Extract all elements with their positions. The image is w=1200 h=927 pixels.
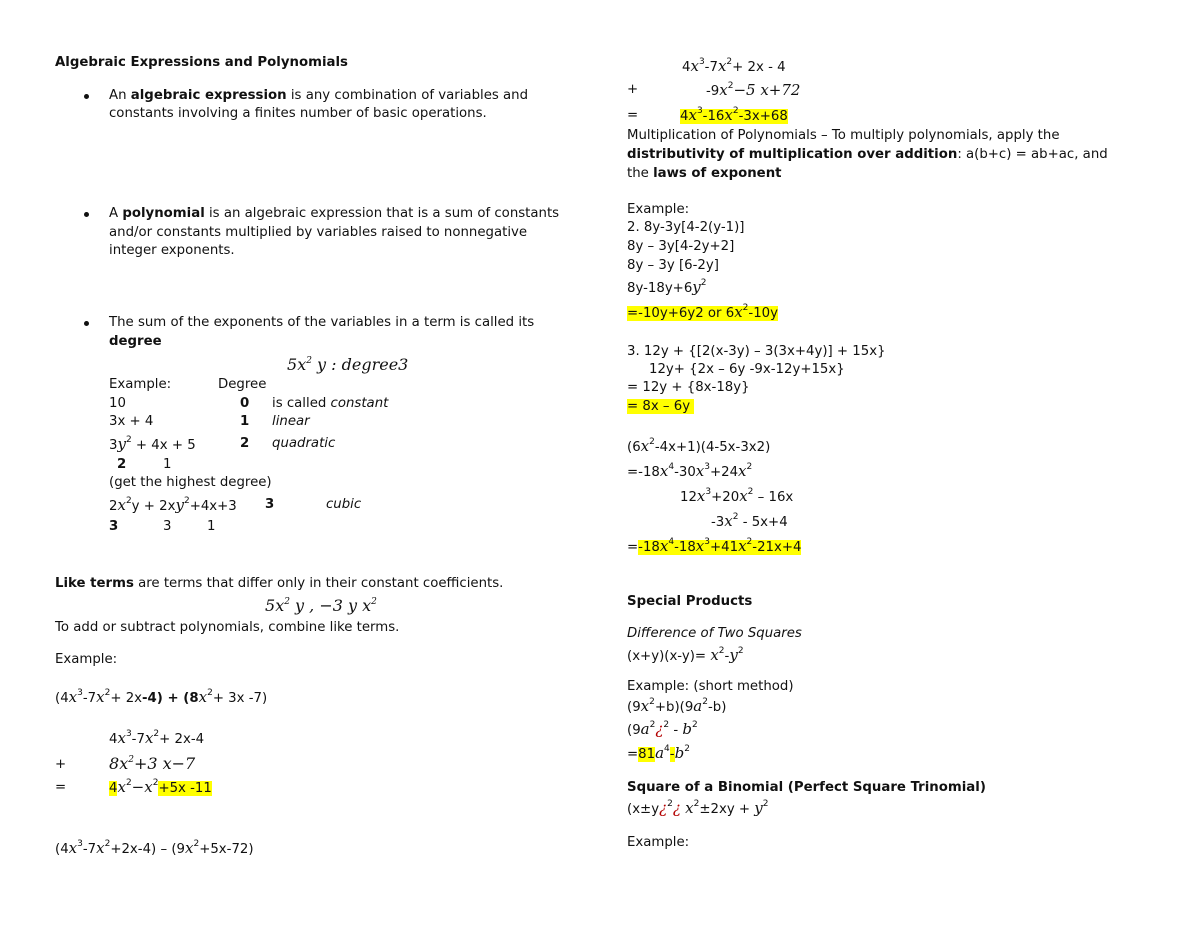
bullet-icon [84, 212, 89, 217]
example-step: 8y – 3y[4-2y+2] [627, 239, 735, 254]
special-products-heading: Special Products [627, 594, 753, 609]
row-expr: 10 [109, 396, 126, 411]
short-method-step: $(9x^2+b)(9a^2-b)$ [627, 697, 727, 715]
sub-degree: 3 [163, 519, 172, 534]
degree-column-header: Degree [218, 377, 267, 392]
sub-degree: 2 [117, 457, 127, 472]
example-step: 3. 12y + {[2(x-3y) – 3(3x+4y)] + 15x} [627, 344, 886, 359]
row-note: quadratic [272, 436, 336, 451]
example-label: Example: [109, 377, 172, 392]
short-method-label: Example: (short method) [627, 679, 794, 694]
add-line-1: $4x^3-7x^2+ 2x-4$ [109, 729, 205, 747]
bullet-text: and/or constants multiplied by variables raised to nonnegative [109, 225, 528, 240]
sub-line-1: $4x^3-7x^2+ 2x - 4$ [682, 57, 786, 75]
cubic-expr: $2x^2y + 2xy^2+4x+3$ [109, 496, 237, 514]
page-title: Algebraic Expressions and Polynomials [55, 55, 348, 70]
bullet-icon [84, 321, 89, 326]
example-step: $8y-18y+6y^2$ [627, 278, 707, 296]
example-step: 8y – 3y [6-2y] [627, 258, 719, 273]
add-line-2: $8x^2+3$ x−7 [109, 754, 196, 773]
bullet-degree: The sum of the exponents of the variables in a term is called its [109, 315, 535, 330]
binomial-heading: Square of a Binomial (Perfect Square Trinomial) [627, 780, 986, 795]
short-method-answer: $=81a^4-b^2$ [627, 744, 690, 762]
add-subtract-note: To add or subtract polynomials, combine like terms. [55, 620, 400, 635]
sub-degree: 1 [207, 519, 216, 534]
short-method-step: ($9a^2¿^2 - b^2$ [627, 720, 698, 738]
sub-line-2: $-9x^2-5$ x+72 [706, 81, 801, 99]
like-terms-formula: $5x^2$ y , −3 y $x^2$ [265, 596, 377, 615]
sub-degree: 1 [163, 457, 172, 472]
example-label: Example: [627, 835, 690, 850]
cubic-note: cubic [326, 497, 362, 512]
row-expr: $3y^2 + 4x + 5$ [109, 435, 196, 453]
example-step: = 12y + {8x-18y} [627, 380, 750, 395]
difference-of-squares-title: Difference of Two Squares [627, 626, 802, 641]
row-expr: 3x + 4 [109, 414, 154, 429]
equals-sign: = [627, 108, 639, 123]
product-step: $-3x^2 - 5x+4$ [711, 512, 788, 530]
example-label: Example: [627, 202, 690, 217]
degree-term: degree [109, 334, 162, 349]
bullet-text: integer exponents. [109, 243, 235, 258]
binomial-formula: (x±y¿$^2$¿ $x^2\pm 2xy + y^2$ [627, 799, 769, 817]
example-step: 12y+ {2x – 6y -9x-12y+15x} [649, 362, 845, 377]
subtract-problem: $(4x^3-7x^2+2x-4) - (9x^2+5x-72)$ [55, 839, 254, 857]
like-terms-definition: Like terms are terms that differ only in their constant coefficients. [55, 576, 504, 591]
add-problem: $(4x^3-7x^2+ 2x-4) + (8x^2+ 3x$ -7) [55, 688, 268, 706]
example-step: 2. 8y-3y[4-2(y-1)] [627, 220, 745, 235]
equals-sign: = [55, 780, 67, 795]
laws-of-exponent-text: the laws of exponent [627, 166, 782, 181]
product-step: $=-18x^4-30x^3+24x^2$ [627, 462, 753, 480]
difference-of-squares-formula: $(x+y)(x-y)= x^2-y^2$ [627, 646, 744, 664]
multiplication-intro: Multiplication of Polynomials – To multiply polynomials, apply the [627, 128, 1060, 143]
bullet-icon [84, 94, 89, 99]
sub-answer: $4x^3-16x^2-3x+68$ [680, 106, 788, 124]
bullet-algebraic-expression: An algebraic expression is any combination of variables and [109, 88, 529, 103]
plus-sign: + [627, 82, 639, 97]
product-problem: $(6x^2-4x+1)(4-5x-3x2)$ [627, 437, 771, 455]
cubic-degree: 3 [265, 497, 275, 512]
product-answer: $=-18x^4-18x^3+41x^2-21x+4$ [627, 537, 802, 555]
product-step: $12x^3+20x^2 - 16x$ [680, 487, 794, 505]
example-label: Example: [55, 652, 118, 667]
add-answer: $4x^2-x^2+5x$ -11 [109, 778, 212, 796]
highest-degree-note: (get the highest degree) [109, 475, 272, 490]
plus-sign: + [55, 757, 67, 772]
row-degree: 0 [240, 396, 250, 411]
bullet-polynomial: A polynomial is an algebraic expression that is a sum of constants [109, 206, 560, 221]
sub-degree: 3 [109, 519, 119, 534]
row-note: is called constant [272, 396, 389, 411]
row-degree: 1 [240, 414, 250, 429]
row-degree: 2 [240, 436, 250, 451]
row-note: linear [272, 414, 310, 429]
example-answer: = 8x – 6y [627, 399, 694, 415]
bullet-text: constants involving a finites number of basic operations. [109, 106, 487, 121]
example-answer: =-10y+6y2 or $6x^2-10y$ [627, 303, 778, 321]
distributivity-text: distributivity of multiplication over addition: a(b+c) = ab+ac, and [627, 147, 1108, 162]
degree-formula: $5x^2$ y : degree3 [287, 355, 409, 374]
